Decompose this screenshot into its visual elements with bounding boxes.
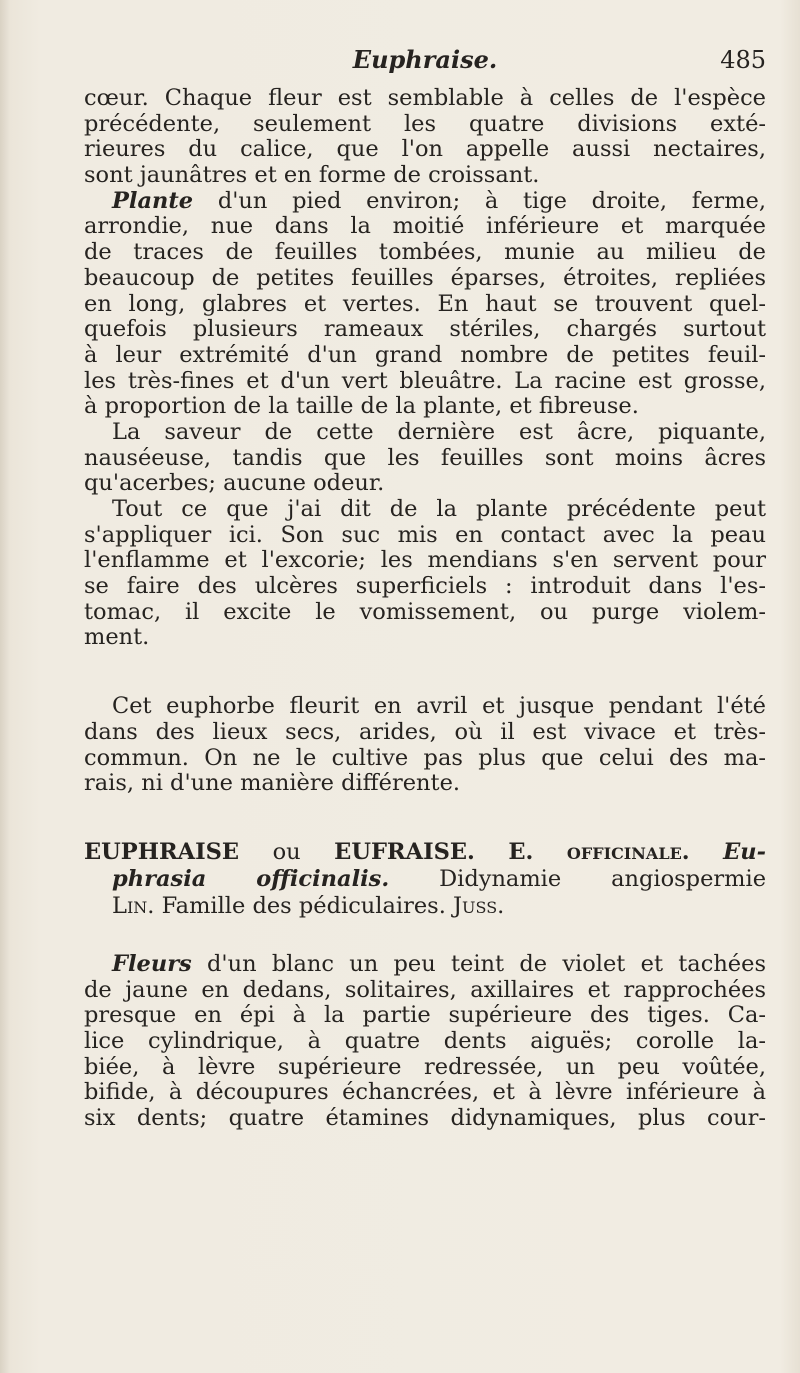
classification: Didynamie angiospermie [439, 865, 767, 892]
entry-heading [84, 839, 766, 920]
text-line: bifide, à découpures échancrées, et à lèvre inférieure à [84, 1079, 766, 1106]
text-line: l'enflamme et l'excorie; les mendians s'en servent pour [84, 547, 766, 574]
text-line: biée, à lèvre supérieure redressée, un peu voûtée, [84, 1053, 766, 1080]
family: Famille des pédiculaires. [161, 892, 446, 919]
section-gap [84, 797, 766, 839]
page-header [84, 42, 766, 82]
text-line [84, 189, 766, 215]
entry-name-primary: EUPHRAISE [84, 838, 240, 865]
text-line: de traces de feuilles tombées, munie au milieu de [84, 239, 766, 266]
latin-name-part: phrasia [112, 865, 207, 892]
text-line [84, 952, 766, 978]
entry-ou: ou [272, 838, 301, 865]
text-line: ment. [84, 624, 150, 651]
lead-word: Plante [112, 187, 194, 214]
text-line: qu'acerbes; aucune odeur. [84, 470, 385, 497]
paragraph [84, 189, 766, 420]
entry-letter: E. [508, 838, 534, 865]
text-line: nauséeuse, tandis que les feuilles sont moins âcres [84, 444, 766, 471]
text-line: quefois plusieurs rameaux stériles, chargés surtout [84, 316, 766, 343]
entry-official: officinale. [566, 838, 690, 865]
text-line: presque en épi à la partie supérieure des tiges. Ca- [84, 1002, 766, 1029]
paragraph [84, 497, 766, 651]
text-line: La saveur de cette dernière est âcre, piquante, [112, 418, 766, 445]
text-line: beaucoup de petites feuilles éparses, étroites, repliées [84, 264, 766, 291]
text-line: en long, glabres et vertes. En haut se trouvent quel- [84, 290, 766, 317]
heading-line [84, 893, 766, 920]
paragraph [84, 420, 766, 497]
text-line: se faire des ulcères superficiels : introduit dans l'es- [84, 573, 766, 600]
line-text: d'un blanc un peu teint de violet et tachées [191, 950, 766, 977]
author-abbrev: Juss. [453, 892, 505, 919]
text-line: sont jaunâtres et en forme de croissant. [84, 162, 540, 189]
text-line: s'appliquer ici. Son suc mis en contact avec la peau [84, 521, 766, 548]
text-line: à proportion de la taille de la plante, et fibreuse. [84, 393, 639, 420]
page-body [84, 86, 766, 1132]
text-line: rais, ni d'une manière différente. [84, 770, 461, 797]
text-line: Cet euphorbe fleurit en avril et jusque pendant l'été [112, 693, 766, 720]
heading-line [84, 839, 766, 866]
text-line: lice cylindrique, à quatre dents aiguës; corolle la- [84, 1027, 766, 1054]
text-line: à leur extrémité d'un grand nombre de petites feuil- [84, 341, 766, 368]
text-line: précédente, seulement les quatre divisions exté- [84, 110, 766, 137]
running-title: Euphraise. [352, 45, 498, 74]
paragraph [84, 952, 766, 1132]
paragraph [84, 86, 766, 189]
text-line: Tout ce que j'ai dit de la plante précédente peut [112, 496, 766, 522]
text-line: rieures du calice, que l'on appelle aussi nectaires, [84, 136, 766, 163]
text-line: tomac, il excite le vomissement, ou purge violem- [84, 598, 766, 625]
paragraph [84, 694, 766, 797]
line-text: d'un pied environ; à tige droite, ferme, [193, 187, 766, 214]
entry-name-secondary: EUFRAISE. [334, 838, 475, 865]
text-line: commun. On ne le cultive pas plus que celui des ma- [84, 744, 766, 771]
page-number: 485 [720, 46, 766, 74]
latin-name-part: Eu- [723, 838, 767, 865]
paragraph-gap [84, 651, 766, 694]
text-line: six dents; quatre étamines didynamiques, plus cour- [84, 1105, 766, 1131]
text-line: dans des lieux secs, arides, où il est vivace et très- [84, 718, 766, 745]
text-line: les très-fines et d'un vert bleuâtre. La racine est grosse, [84, 367, 766, 394]
section-gap [84, 920, 766, 952]
author-abbrev: Lin. [112, 892, 155, 919]
text-line: cœur. Chaque fleur est semblable à celles de l'espèce [84, 85, 766, 111]
heading-line [84, 866, 766, 893]
lead-word: Fleurs [112, 950, 192, 977]
latin-name-part: officinalis. [256, 865, 390, 892]
text-line: arrondie, nue dans la moitié inférieure et marquée [84, 213, 766, 240]
text-line: de jaune en dedans, solitaires, axillaires et rapprochées [84, 976, 766, 1003]
